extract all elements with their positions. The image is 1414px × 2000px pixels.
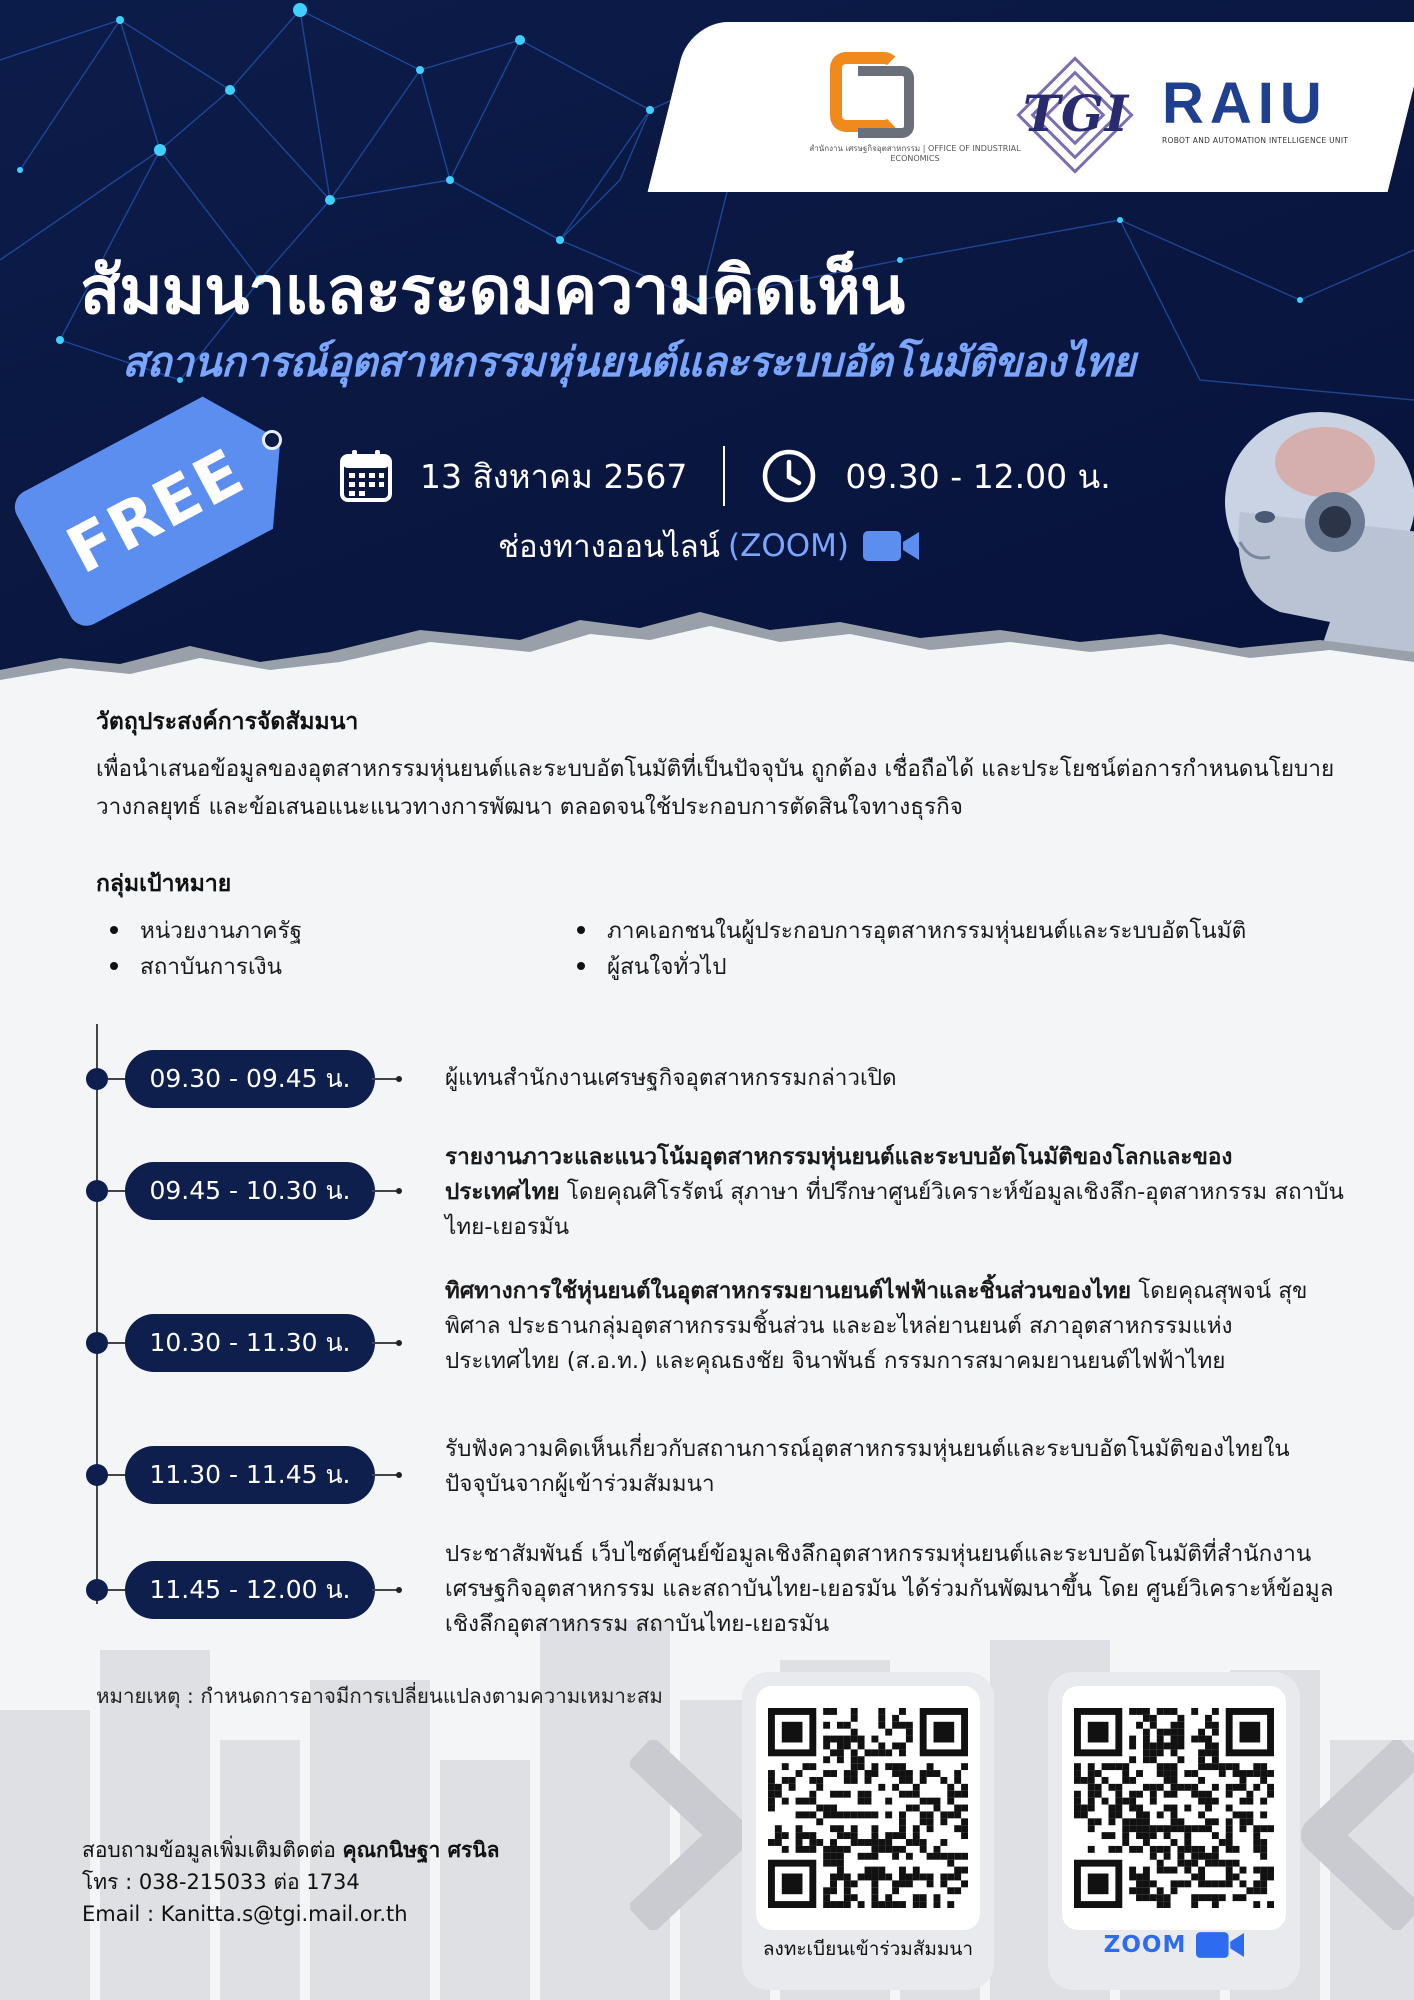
contact-line: [82, 1834, 499, 1866]
connector: [372, 1342, 398, 1344]
list-item-label: ผู้สนใจทั่วไป: [607, 954, 727, 980]
online-channel-row: [498, 522, 919, 570]
agenda-detail: ประชาสัมพันธ์ เว็บไซต์ศูนย์ข้อมูลเชิงลึกอุตสาหกรรมหุ่นยนต์และระบบอัตโนมัติที่สำนักงานเศรษฐกิจอุตสาหกรรม และสถาบันไทย-เยอรมัน ได้ร่วมกันพัฒนาขึ้น โดย ศูนย์วิเคราะห์ข้อมูลเชิงลึกอุตสาหกรรม สถาบันไทย-เยอรมัน: [445, 1541, 1334, 1637]
tgi-logo: TGI: [1022, 84, 1130, 143]
seminar-title: สัมมนาและระดมความคิดเห็น: [80, 252, 905, 329]
target-heading: กลุ่มเป้าหมาย: [96, 871, 232, 897]
date-time-row: [338, 446, 1111, 506]
schedule-note: หมายเหตุ : กำหนดการอาจมีการเปลี่ยนแปลงตามความเหมาะสม: [96, 1684, 663, 1708]
qr-frame: [756, 1686, 980, 1930]
zoom-qr-card[interactable]: [1048, 1672, 1300, 1990]
divider: [723, 446, 725, 506]
event-date: 13 สิงหาคม 2567: [420, 456, 688, 496]
raiu-logo-subtext: ROBOT AND AUTOMATION INTELLIGENCE UNIT: [1162, 136, 1349, 145]
timeline-node: [86, 1464, 108, 1486]
agenda-text: [445, 1274, 1345, 1379]
register-qr-card[interactable]: [742, 1672, 994, 1990]
zoom-qr-label: ZOOM: [1103, 1932, 1187, 1958]
time-pill: 10.30 - 11.30 น.: [125, 1314, 375, 1372]
list-item: [110, 948, 302, 984]
contact-prefix: สอบถามข้อมูลเพิ่มเติมติดต่อ: [82, 1838, 343, 1862]
contact-info: [82, 1834, 499, 1930]
timeline-node: [86, 1068, 108, 1090]
time-pill: 11.30 - 11.45 น.: [125, 1446, 375, 1504]
connector: [372, 1190, 398, 1192]
target-list-right: [577, 912, 1246, 984]
connector-dot: [396, 1340, 402, 1346]
time-pill: 09.30 - 09.45 น.: [125, 1050, 375, 1108]
time-pill: 11.45 - 12.00 น.: [125, 1561, 375, 1619]
contact-name: คุณกนิษฐา ศรนิล: [342, 1838, 500, 1862]
oie-logo-text-th: สำนักงาน เศรษฐกิจอุตสาหกรรม: [809, 144, 921, 153]
event-time: 09.30 - 12.00 น.: [845, 456, 1111, 496]
agenda-detail: โดยคุณสุพจน์ สุขพิศาล ประธานกลุ่มอุตสาหกรรมชิ้นส่วน และอะไหล่ยานยนต์ สภาอุตสาหกรรมแห่งประเทศไทย (ส.อ.ท.) และคุณธงชัย จินาพันธ์ กรรมการสมาคมยานยนต์ไฟฟ้าไทย: [445, 1278, 1308, 1374]
list-item-label: สถาบันการเงิน: [140, 954, 283, 980]
objective-heading: วัตถุประสงค์การจัดสัมมนา: [96, 709, 359, 735]
chevron-left-icon: [1300, 1740, 1414, 1930]
connector-dot: [396, 1587, 402, 1593]
connector-dot: [396, 1076, 402, 1082]
raiu-logo-text: RAIU: [1162, 71, 1328, 136]
timeline-node: [86, 1180, 108, 1202]
agenda-detail: ผู้แทนสำนักงานเศรษฐกิจอุตสาหกรรมกล่าวเปิด: [445, 1065, 897, 1091]
target-list-left: [110, 912, 302, 984]
agenda-bold-text: ทิศทางการใช้หุ่นยนต์ในอุตสาหกรรมยานยนต์ไฟฟ้าและชิ้นส่วนของไทย: [445, 1278, 1132, 1304]
contact-email: Email : Kanitta.s@tgi.mail.or.th: [82, 1902, 408, 1926]
agenda-text: [445, 1061, 1345, 1096]
list-item: [110, 912, 302, 948]
connector: [372, 1589, 398, 1591]
online-channel-label: ช่องทางออนไลน์: [498, 529, 720, 565]
agenda-text: [445, 1537, 1345, 1642]
seminar-subtitle: สถานการณ์อุตสาหกรรมหุ่นยนต์และระบบอัตโนมัติของไทย: [122, 338, 1136, 386]
agenda-detail: โดยคุณศิโรรัตน์ สุภาษา ที่ปรึกษาศูนย์วิเคราะห์ข้อมูลเชิงลึก-อุตสาหกรรม สถาบันไทย-เยอรมัน: [445, 1179, 1344, 1240]
zoom-qr-code[interactable]: [1074, 1708, 1274, 1908]
list-item-label: ภาคเอกชนในผู้ประกอบการอุตสาหกรรมหุ่นยนต์และระบบอัตโนมัติ: [607, 918, 1247, 944]
zoom-qr-caption: [1048, 1930, 1300, 1960]
free-label: FREE: [55, 435, 257, 589]
zoom-label: (ZOOM): [727, 528, 849, 564]
register-qr-code[interactable]: [768, 1708, 968, 1908]
calendar-icon: [338, 448, 394, 504]
torn-paper-edge: [0, 600, 1414, 690]
contact-phone: โทร : 038-215033 ต่อ 1734: [82, 1870, 360, 1894]
oie-logo: สำนักงาน เศรษฐกิจอุตสาหกรรม | OFFICE OF INDUSTRIAL ECONOMICS: [830, 52, 990, 182]
clock-icon: [761, 448, 817, 504]
oie-logo-text-en: OFFICE OF INDUSTRIAL ECONOMICS: [890, 144, 1021, 163]
agenda-text: [445, 1432, 1345, 1502]
video-camera-icon: [863, 529, 919, 563]
list-item: [577, 948, 1246, 984]
qr-frame: [1062, 1686, 1286, 1930]
connector: [372, 1474, 398, 1476]
raiu-logo: [1162, 71, 1382, 154]
list-item-label: หน่วยงานภาครัฐ: [140, 918, 303, 944]
partner-logos: [690, 22, 1414, 192]
agenda-bold-text: รายงานภาวะและแนวโน้มอุตสาหกรรมหุ่นยนต์และระบบอัตโนมัติของโลกและของประเทศไทย: [445, 1144, 1233, 1205]
agenda-text: [445, 1140, 1345, 1245]
timeline-node: [86, 1579, 108, 1601]
agenda-detail: รับฟังความคิดเห็นเกี่ยวกับสถานการณ์อุตสาหกรรมหุ่นยนต์และระบบอัตโนมัติของไทยในปัจจุบันจากผู้เข้าร่วมสัมมนา: [445, 1436, 1290, 1497]
timeline-node: [86, 1332, 108, 1354]
connector: [372, 1078, 398, 1080]
objective-text: เพื่อนำเสนอข้อมูลของอุตสาหกรรมหุ่นยนต์และระบบอัตโนมัติที่เป็นปัจจุบัน ถูกต้อง เชื่อถือได้ และประโยชน์ต่อการกำหนดนโยบาย วางกลยุทธ์ และข้อเสนอแนะแนวทางการพัฒนา ตลอดจนใช้ประกอบการตัดสินใจทางธุรกิจ: [96, 756, 1335, 820]
connector-dot: [396, 1472, 402, 1478]
timeline-line: [96, 1024, 98, 1604]
connector-dot: [396, 1188, 402, 1194]
hero-banner: [0, 0, 1414, 690]
video-camera-icon: [1196, 1930, 1244, 1960]
chevron-right-icon: [630, 1740, 750, 1930]
tag-hole: [262, 430, 282, 450]
list-item: [577, 912, 1246, 948]
time-pill: 09.45 - 10.30 น.: [125, 1162, 375, 1220]
register-qr-caption: ลงทะเบียนเข้าร่วมสัมมนา: [762, 1938, 974, 1960]
